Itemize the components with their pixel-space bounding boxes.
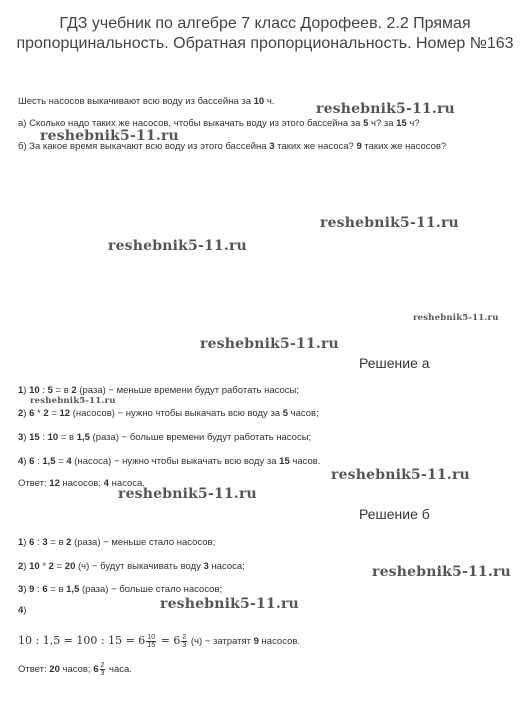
watermark: reshebnik5-11.ru bbox=[413, 313, 499, 323]
formula-right: (ч) − затратят 9 насосов. bbox=[188, 636, 301, 648]
solution-b-answer bbox=[18, 662, 132, 677]
solution-a-step-3: 3) 15 : 10 = в 1,5 (раза) − больше времени будут работать насосы; bbox=[18, 432, 312, 443]
fraction: $\frac{10}{15}$ bbox=[147, 634, 156, 649]
watermark: reshebnik5-11.ru bbox=[30, 396, 116, 406]
watermark: reshebnik5-11.ru bbox=[118, 486, 257, 502]
solution-a-step-1: 1) 10 : 5 = в 2 (раза) − меньше времени будут работать насосы; bbox=[18, 385, 299, 396]
solution-a-step-2: 2) 6 * 2 = 12 (насосов) − нужно чтобы выкачать всю воду за 5 часов; bbox=[18, 408, 319, 419]
watermark: reshebnik5-11.ru bbox=[40, 128, 179, 144]
watermark: reshebnik5-11.ru bbox=[320, 215, 459, 231]
page-title: ГДЗ учебник по алгебре 7 класс Дорофеев. 2.2 Прямая пропорцинальность. Обратная пропорциональность. Номер №163 bbox=[16, 15, 514, 52]
watermark: reshebnik5-11.ru bbox=[108, 238, 247, 254]
solution-b-step-1: 1) 6 : 3 = в 2 (раза) − меньше стало насосов; bbox=[18, 537, 216, 548]
watermark: reshebnik5-11.ru bbox=[200, 336, 339, 352]
solution-b-formula bbox=[18, 634, 300, 649]
fraction: $\frac{2}{3}$ bbox=[182, 634, 187, 649]
answer-left: Ответ: 20 часов; 6 bbox=[18, 664, 99, 676]
watermark: reshebnik5-11.ru bbox=[160, 596, 299, 612]
formula-left: 10 : 1,5 = 100 : 15 = 6 bbox=[18, 634, 146, 648]
solution-b-step-2: 2) 10 * 2 = 20 (ч) − будут выкачивать воду 3 насоса; bbox=[18, 561, 245, 572]
solution-a-answer: Ответ: 12 насосов; 4 насоса. bbox=[18, 478, 145, 489]
solution-a-heading: Решение а bbox=[359, 355, 430, 371]
watermark: reshebnik5-11.ru bbox=[372, 564, 511, 580]
formula-mid: = 6 bbox=[157, 634, 181, 648]
answer-right: часа. bbox=[106, 664, 132, 676]
watermark: reshebnik5-11.ru bbox=[316, 101, 455, 117]
solution-b-heading: Решение б bbox=[359, 506, 430, 522]
solution-a-step-4: 4) 6 : 1,5 = 4 (насоса) − нужно чтобы выкачать всю воду за 15 часов. bbox=[18, 456, 321, 467]
problem-part-a: а) Сколько надо таких же насосов, чтобы выкачать воду из этого бассейна за 5 ч? за 15 ч? bbox=[18, 118, 420, 129]
watermark: reshebnik5-11.ru bbox=[331, 467, 470, 483]
solution-b-step-4: 4) bbox=[18, 605, 27, 616]
solution-b-step-3: 3) 9 : 6 = в 1,5 (раза) − больше стало насосов; bbox=[18, 584, 223, 595]
fraction: $\frac{2}{3}$ bbox=[100, 662, 105, 677]
problem-part-b: б) За какое время выкачают всю воду из этого бассейна 3 таких же насоса? 9 таких же насосов? bbox=[18, 141, 447, 152]
problem-intro: Шесть насосов выкачивают всю воду из бассейна за 10 ч. bbox=[18, 96, 275, 107]
